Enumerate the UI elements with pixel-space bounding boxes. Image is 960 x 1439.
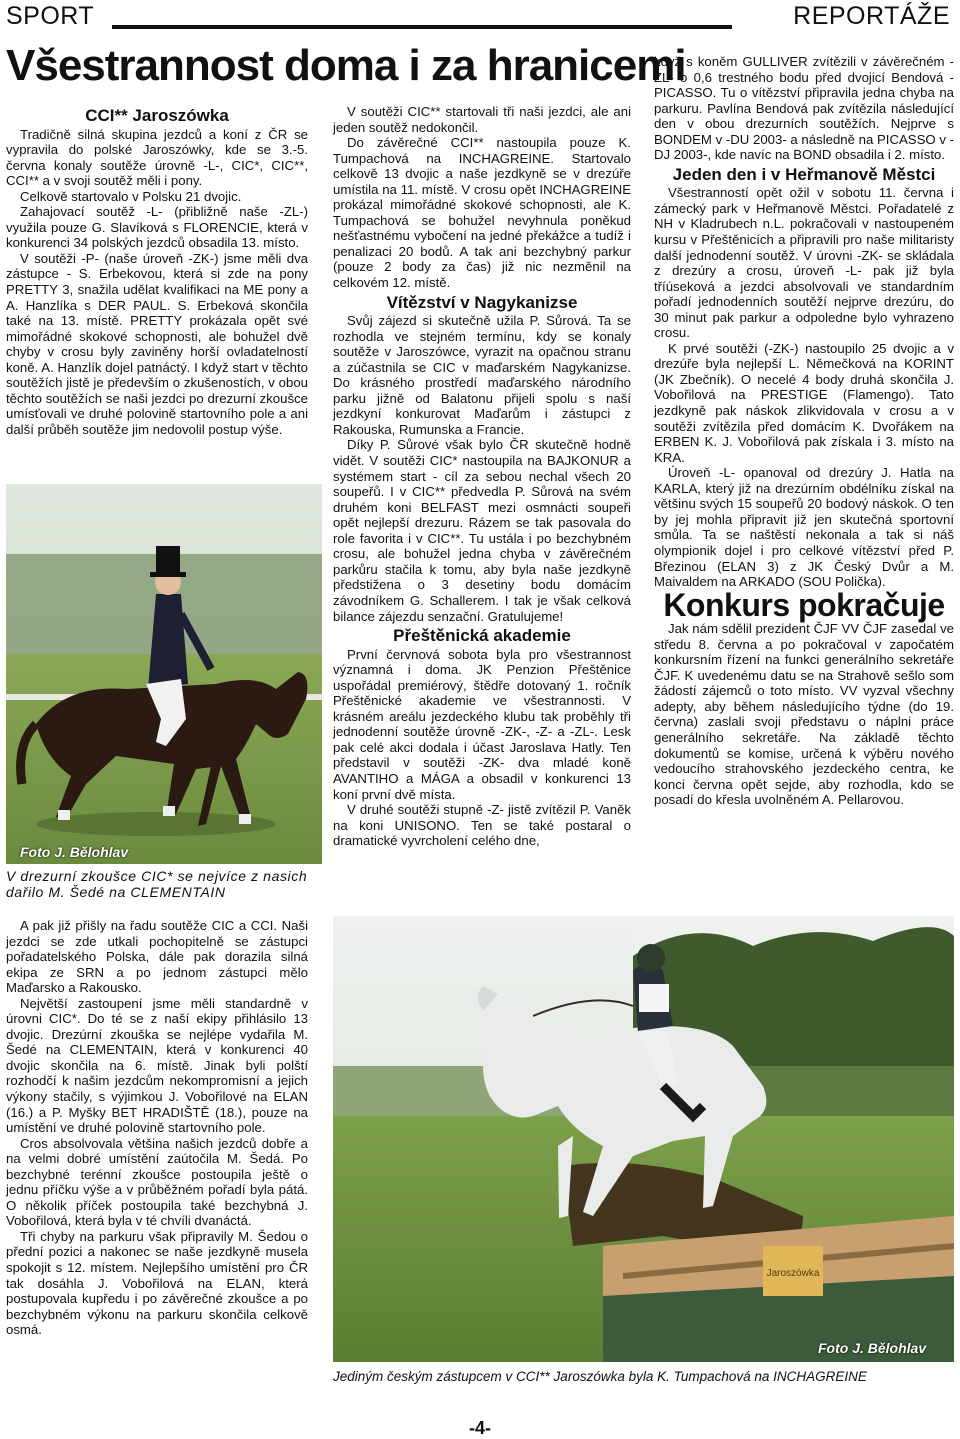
cross-country-horse-illustration <box>333 916 954 1362</box>
paragraph: Úroveň -L- opanoval od drezúry J. Hatla na KARLA, který již na drezúrním obdélníku získal na většinu svých 15 soupeřů 20 bodový náskok. O ten by jej mohla připravit již jen skutečná sportovní smůla. Ta se naštěstí nekonala a tak si náš olympionik dojel i pro celkové vítězství před P. Březinou (ELAN 3) z JK Český Dvůr a M. Maivaldem na ARKADO (SOU Polička). <box>654 465 954 590</box>
paragraph: Tradičně silná skupina jezdců a koní z ČR se vypravila do polské Jaroszówky, kde se 3.-5. června konaly soutěže úrovně -L-, CIC*, CIC**, CCI** a v svoji soutěž měli i pony. <box>6 126 308 189</box>
column-1-top <box>6 104 308 437</box>
paragraph: Všestranností opět ožil v sobotu 11. června i zámecký park v Heřmanově Městci. Pořadatelé z NH v Kladrubech n.L. pokračovali v nastoupeném kursu v Přeštěnicích a připravili pro naše militaristy další jednodenní soutěž. V úrovni -ZK- se skládala z drezúry a crosu, úroveň -L- pak již byla tříúseková a jezdci absolvovali ve standardním pořadí jednodenních soutěží nejprve drezúru, do 30 minut pak parkur a odpoledne bylo vyhrazeno crosu. <box>654 185 954 341</box>
paragraph: Zahajovací soutěž -L- (přibližně naše -ZL-) využila pouze G. Slavíková s FLORENCIE, která v konkurenci 34 polských jezdců obsadila 13. místo. <box>6 204 308 251</box>
paragraph: Největší zastoupení jsme měli standardně v úrovni CIC*. Do té se z naší ekipy přihlásilo 13 dvojic. Drezúrní zkouška se nejlépe vydařila M. Šedé na CLEMENTAIN, která v konkurenci 40 dvojic skončila na 6. místě. Jinak byli polští rozhodčí k našim jezdcům nekompromisní a jejich výkony stačily, s výjimkou J. Vobořilové na ELAN (16.) a P. Myšky BET HRADIŠTĚ (18.), pouze na umístění ve druhé polovině startovního pole. <box>6 995 308 1136</box>
photo-caption-2: Jediným českým zástupcem v CCI** Jaroszówka byla K. Tumpachová na INCHAGREINE <box>333 1369 867 1384</box>
photo-credit-2: Foto J. Bělohlav <box>818 1340 927 1356</box>
page-number: -4- <box>469 1418 491 1438</box>
subheading-cci-jaroszowka: CCI** Jaroszówka <box>85 106 229 125</box>
column-2 <box>333 104 631 849</box>
article-headline: Všestrannost doma i za hranicemi <box>6 41 686 90</box>
subheading-konkurs-pokracuje: Konkurs pokračuje <box>663 586 945 623</box>
paragraph: A pak již přišly na řadu soutěže CIC a CCI. Naši jezdci se zde utkali pochopitelně se zástupci pořadatelského Polska, dále pak dorazila silná ekipa ze SRN a po jednom zástupci mělo Maďarsko a Rakousko. <box>6 918 308 996</box>
photo-cross-country <box>333 916 954 1362</box>
paragraph: Svůj zájezd si skutečně užila P. Sůrová. Ta se rozhodla ve stejném termínu, kdy se konaly soutěže v Jaroszówce, vyrazit na opačnou stranu a zúčastnila se CIC v maďarském Nagykanizse. Do krásného prostředí maďarského národního parku jižně od Balatonu přijeli spolu s naší jezdkyní konkurovat Maďarům i zástupci z Rakouska, Rumunska a Francie. <box>333 313 631 437</box>
subheading-hermanuv-mestec: Jeden den i v Heřmanově Městci <box>672 164 936 184</box>
paragraph: První červnová sobota byla pro všestrannost významná i doma. JK Penzion Přeštěnice uspořádal premiérový, štědře dotovaný 1. ročník Přeštěnické akademie ve všestrannosti. V krásném areálu jezdeckého klubu tak proběhly tři jednodenní soutěže úrovně -ZK-, -Z- a -ZL-. Lesk pak celé akci dodala i účast Jaroslava Hatly. Ten představil v soutěži -ZK- dva mladé koně AVANTIHO a MÁGA a obsadil v konkurenci 13 koní první dvě místa. <box>333 646 631 802</box>
paragraph: K prvé soutěži (-ZK-) nastoupilo 25 dvojic a v drezúře byla nejlepší L. Němečková na KORINT (JK Zbečník). O necelé 4 body druhá skončila J. Vobořilová na PRESTIGE (Flamengo). Tato jezdkyně pak náskok zlikvidovala v crosu a v soutěži zvítězila před domácím K. Dvořákem na ERBEN K. J. Vobořilová pak získala i 3. místo na KRA. <box>654 340 954 465</box>
dressage-horse-illustration <box>6 484 322 864</box>
subheading-vitezstvi: Vítězství v Nagykanizse <box>386 292 578 312</box>
paragraph: Celkově startovalo v Polsku 21 dvojic. <box>20 188 242 204</box>
section-label-reportaze: REPORTÁŽE <box>793 2 950 30</box>
column-3 <box>654 54 954 808</box>
photo-credit-1: Foto J. Bělohlav <box>20 844 129 860</box>
column-1-bottom <box>6 918 308 1338</box>
photo-dressage <box>6 484 322 864</box>
photo-caption-1: V drezurní zkoušce CIC* se nejvíce z nasich dařilo M. Šedé na CLEMENTAIN <box>6 868 308 900</box>
paragraph: Tři chyby na parkuru však připravily M. Šedou o přední pozici a nakonec se naše jezdkyně musela spokojit s 12. místem. Nejlepšího umístění pro ČR tak dosáhla J. Vobořilová na ELAN, která postupovala kupředu i po závěrečné zkoušce a po bezchybném výkonu na parkuru skončila celkově osmá. <box>6 1228 308 1338</box>
header-rule <box>112 25 732 29</box>
subheading-prestenicka: Přeštěnická akademie <box>393 626 571 646</box>
paragraph: když s koněm GULLIVER zvítězili v závěrečném -ZL- o 0,6 trestného bodu před dvojicí Bendová - PICASSO. Tu o vítězství připravila jedna chyba na parkuru. Pavlína Bendová pak zvítězila následující den v obou drezurních soutěžích. Nejprve s BONDEM v -DU 2003- a následně na PICASSO v -DJ 2003-, kde navíc na BOND obsadila i 2. místo. <box>654 54 954 163</box>
paragraph: V soutěži CIC** startovali tři naši jezdci, ale ani jeden soutěž nedokončil. <box>333 104 631 135</box>
paragraph: Jak nám sdělil prezident ČJF VV ČJF zasedal ve středu 8. června a po pokračoval v započatém konkursním řízení na funkci generálního sekretáře ČJF. K uvedenému datu se na Strahově sešlo som žádostí zájemců o toto místo. VV vyzval všechny adepty, aby během následujícího týdne (do 19. června) zaslali svoji představu o náplni práce generálního sekretáře. Na základě těchto dokumentů se komise, určená k výběru nového vedoucího strahovského jezdeckého centra, ke konci června opět sejde, aby rozhodla, kdo se posadí do křesla uvolněném A. Pellarovou. <box>654 621 954 808</box>
paragraph: V druhé soutěži stupně -Z- jistě zvítězil P. Vaněk na koni UNISONO. Ten se také postaral o dramatické vyvrcholení celého dne, <box>333 802 631 849</box>
paragraph: Do závěrečné CCI** nastoupila pouze K. Tumpachová na INCHAGREINE. Startovalo celkově 13 dvojic a naše jezdkyně se v drezúře umístila na 11. místě. V crosu opět INCHAGREINE prokázal mimořádné skokové schopnosti, ale K. Tumpachová se bohužel nevyhnula poněkud nešťastnému vybočení na jedné překážce a tudíž i penalizaci 20 bodů. A tak ani bezchybný parkur (pouze 2 body za čas) již nic nezměnil na celkovém 12. místě. <box>333 135 631 291</box>
section-label-sport: SPORT <box>6 2 95 30</box>
paragraph: Díky P. Sůrové však bylo ČR skutečně hodně vidět. V soutěži CIC* nastoupila na BAJKONUR a systémem start - cíl za sebou nechal všech 20 soupeřů. I v CIC** předvedla P. Sůrová na svém druhém koni BELFAST mezi osmnácti soupeři opět nejlepší drezuru. Rázem se tak pasovala do role favorita i v CIC**. Tu ustála i po bezchybném crosu, ale bohužel jedna chyba v závěrečném parkůru stačila k tomu, aby byla naše jezdkyně předstižena o 3 desetiny bodu domácím závodníkem G. Schallerem. I tak je však celková bilance zájezdu senzační. Gratulujeme! <box>333 437 631 624</box>
fence-banner-text: Jaroszówka <box>766 1268 820 1279</box>
paragraph: V soutěži -P- (naše úroveň -ZK-) jsme měli dva zástupce - S. Erbekovou, která si zde na pony PRETTY 3, snažila udělat kvalifikaci na ME pony a A. Hanzlíka s DER PAUL. S. Erbeková skončila také na 13. místě. PRETTY prokázala opět své mimořádné skokové schopnosti, ale bohužel dvě chyby v crosu byly zaviněny horší ovladatelností koně. A. Hanzlík dojel patnáctý. I když start v těchto soutěžích jistě je především o zkušenostích, v obou těchto soutěžích se naši jezdci po drezurní zkoušce umísťovali ve druhé polovině startovního pole a ani další průběh soutěže jim nedovolil postup výše. <box>6 250 308 437</box>
paragraph: Cros absolvovala většina našich jezdců dobře a na velmi dobré umístění zaútočila M. Šedá. Po bezchybné terénní zkoušce postoupila ještě o jednu příčku výše a v průběžném pořadí byla pátá. O několik příček postoupila také bezchybná J. Vobořilová, která byla v té chvíli dvanáctá. <box>6 1135 308 1229</box>
